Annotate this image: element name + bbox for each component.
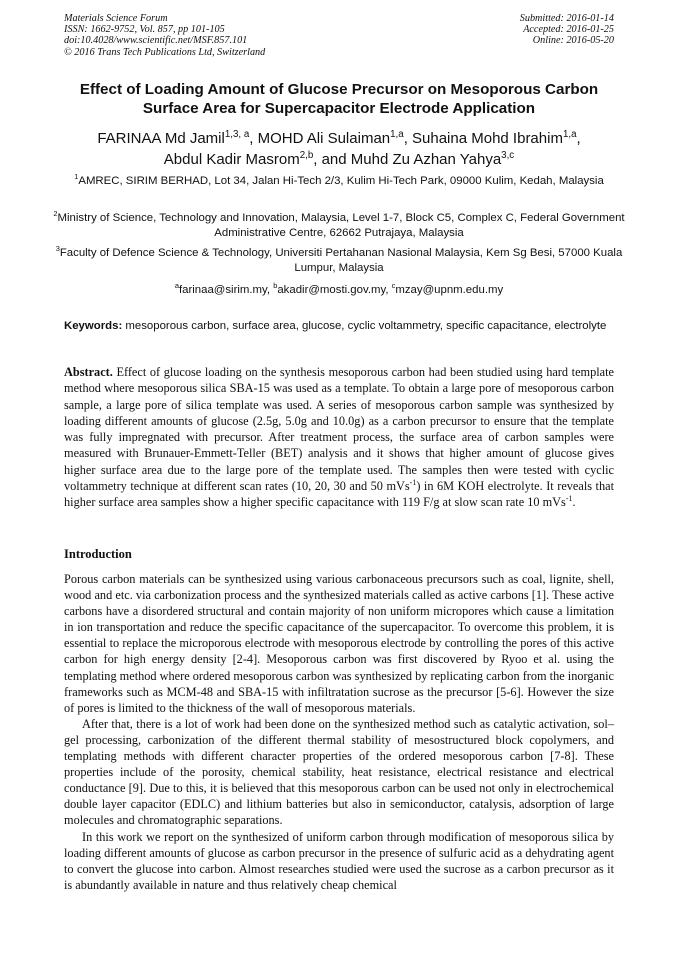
section-heading-introduction: Introduction — [64, 547, 132, 561]
introduction-body — [64, 571, 614, 893]
online-date: Online: 2016-05-20 — [532, 35, 614, 47]
submitted-date: Submitted: 2016-01-14 — [519, 13, 614, 24]
author-name: , Suhaina Mohd Ibrahim — [403, 130, 563, 147]
paper-title: Effect of Loading Amount of Glucose Precursor on Mesoporous Carbon Surface Area for Supercapacitor Electrode Application — [79, 81, 599, 117]
copyright: © 2016 Trans Tech Publications Ltd, Switzerland — [64, 46, 266, 58]
publication-dates — [520, 13, 614, 47]
affiliation-3: $^3$Faculty of Defence Science & Technology, Universiti Pertahanan Nasional Malaysia, Kem Sg Besi, 57000 Kuala Lumpur, Malaysia — [55, 244, 623, 275]
author-name: , MOHD Ali Sulaiman — [249, 130, 391, 147]
paragraph: In this work we report on the synthesized of uniform carbon through modification of mesoporous silica by loading different amounts of glucose as carbon precursor in the presence of sulfuric acid as a dehydrating agent to convert the glucose into carbon. Almost researches studied were used the sucrose as a carbon precursor as it is abundantly available in nature and thus relatively cheap chemical — [64, 829, 614, 892]
journal-info — [64, 13, 265, 58]
journal-name: Materials Science Forum — [64, 13, 168, 24]
doi: doi:10.4028/www.scientific.net/MSF.857.101 — [64, 35, 248, 47]
author-list: FARINAA Md Jamil$^{1,3, a}$, MOHD Ali Sulaiman$^{1,a}$, Suhaina Mohd Ibrahim$^{1,a}$, Abdul Kadir Masrom$^{2,b}$, and Muhd Zu Azhan Yahya$^{3,c}$ — [97, 129, 581, 168]
abstract-label: Abstract. — [64, 365, 113, 379]
paragraph: After that, there is a lot of work had been done on the synthesized method such as catalytic activation, sol–gel processing, carbonization of the different thermal stability of mesostructured block copolymers, and templating methods with different character properties of the ordered mesoporous carbon [7-8]. These properties include of the porosity, chemical stability, heat resistance, electrical resistance and electrical conductance [9]. Due to this, it is believed that this mesoporous carbon can be used not only in electrochemical double layer capacitor (EDLC) and lithium batteries but also in semiconductor, catalysis, adsorption of large molecules and chromatographic separations. — [64, 716, 614, 828]
author-name: , and Muhd Zu Azhan Yahya — [313, 151, 502, 168]
abstract: Abstract. Effect of glucose loading on the synthesis mesoporous carbon had been studied using hard template method where mesoporous silica SBA-15 was used as a template. To obtain a large pore of mesoporous carbon sample, a large pore of silica template was used. A series of mesoporous carbon sample was synthesized by loading different amounts of glucose (2.5g, 5.0g and 10.0g) as a carbon precursor to ensure that the template was fully impregnated with precursor. After treatment process, the surface area of carbon samples were measured with Brunauer-Emmett-Teller (BET) analysis and it shows that higher amount of glucose gives higher surface area due to the large pore of the template used. The samples then were tested with cyclic voltammetry technique at different scan rates (10, 20, 30 and 50 mVs$^{-1}$) in 6M KOH electrolyte. It reveals that higher surface area samples show a higher specific capacitance with 119 F/g at slow scan rate 10 mVs$^{-1}$. — [64, 365, 614, 510]
author-emails: $^a$farinaa@sirim.my, $^b$akadir@mosti.gov.my, $^c$mzay@upnm.edu.my — [174, 281, 504, 296]
author-name: Abdul Kadir Masrom — [163, 151, 300, 168]
keywords — [64, 319, 614, 334]
email-link[interactable]: farinaa@sirim.my, — [178, 284, 274, 296]
keywords-text: mesoporous carbon, surface area, glucose, cyclic voltammetry, specific capacitance, electrolyte — [122, 320, 607, 332]
affiliation-1: $^1$AMREC, SIRIM BERHAD, Lot 34, Jalan Hi-Tech 2/3, Kulim Hi-Tech Park, 09000 Kulim, Kedah, Malaysia — [74, 172, 604, 187]
email-link[interactable]: mzay@upnm.edu.my — [395, 284, 504, 296]
keywords-label: Keywords: — [64, 320, 123, 332]
author-name: FARINAA Md Jamil — [97, 130, 225, 147]
paragraph: Porous carbon materials can be synthesized using various carbonaceous precursors such as coal, lignite, shell, wood and etc. via carbonization process and the synthesized materials called as active carbons [1]. These active carbons have a disordered structural and contain majority of non uniform micropores which cause a limitation in ion transportation and reduce the specific capacitance of the supercapacitor. To overcome this problem, it is essential to replace the microporous electrode with mesoporous electrode by controlling the pores of this active carbon for high energy density [2-4]. Mesoporous carbon was first discovered by Ryoo et al. using the templating method where ordered mesoporous carbon was synthesized by replicating carbon from the inorganic frameworks such as MCM-48 and SBA-15 with infiltratation sucrose as the precursor [5-6]. However the size of pores is limited to the thickness of the wall of mesoporous materials. — [64, 572, 614, 715]
accepted-date: Accepted: 2016-01-25 — [523, 24, 614, 36]
issn-volume: ISSN: 1662-9752, Vol. 857, pp 101-105 — [64, 24, 225, 36]
affiliation-2: $^2$Ministry of Science, Technology and Innovation, Malaysia, Level 1-7, Block C5, Complex C, Federal Government Administrative Centre, 62662 Putrajaya, Malaysia — [53, 209, 625, 240]
email-link[interactable]: akadir@mosti.gov.my, — [277, 284, 392, 296]
